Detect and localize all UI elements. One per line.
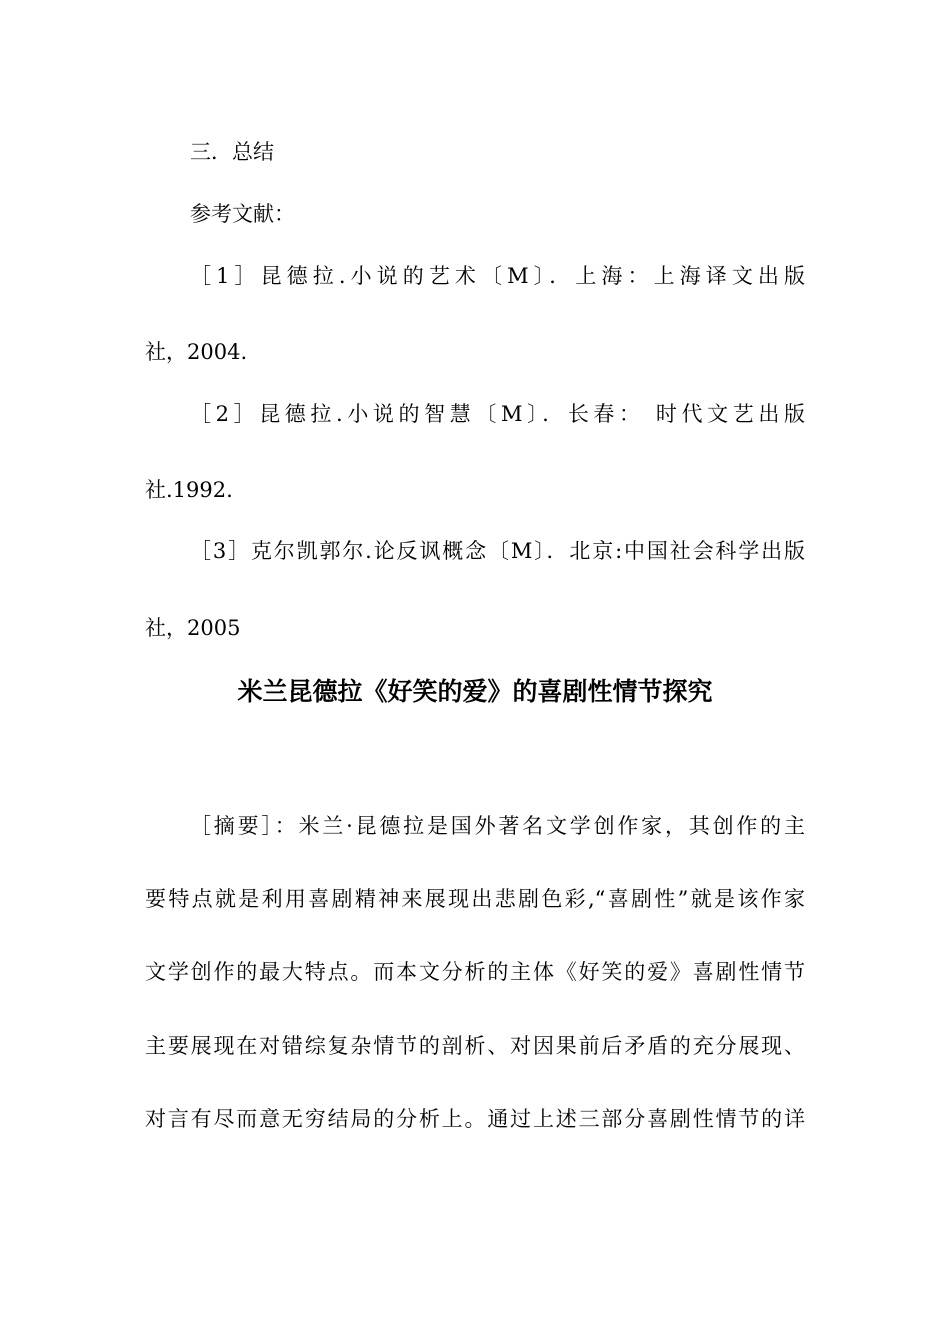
abstract-line-4: 主要展现在对错综复杂情节的剖析、对因果前后矛盾的充分展现、: [145, 1034, 805, 1058]
reference-3-line-2: 社，2005: [145, 616, 241, 640]
article-title: 米兰昆德拉《好笑的爱》的喜剧性情节探究: [237, 677, 713, 706]
abstract-line-3: 文学创作的最大特点。而本文分析的主体《好笑的爱》喜剧性情节: [145, 960, 805, 984]
abstract-line-1: ［摘要］：米兰·昆德拉是国外著名文学创作家，其创作的主: [190, 814, 805, 838]
reference-2-line-1: ［2］昆德拉.小说的智慧〔M〕．长春： 时代文艺出版: [190, 402, 805, 426]
reference-3-line-1: ［3］克尔凯郭尔.论反讽概念〔M〕．北京:中国社会科学出版: [190, 539, 805, 563]
abstract-line-2: 要特点就是利用喜剧精神来展现出悲剧色彩,“喜剧性”就是该作家: [145, 887, 805, 911]
reference-1-line-1: ［1］昆德拉.小说的艺术〔M〕．上海：上海译文出版: [190, 264, 805, 288]
abstract-line-5: 对言有尽而意无穷结局的分析上。通过上述三部分喜剧性情节的详: [145, 1107, 805, 1131]
section-heading: 三．总结: [190, 140, 274, 164]
references-label: 参考文献：: [190, 202, 295, 226]
reference-2-line-2: 社.1992.: [145, 478, 233, 502]
reference-1-line-2: 社，2004.: [145, 340, 248, 364]
